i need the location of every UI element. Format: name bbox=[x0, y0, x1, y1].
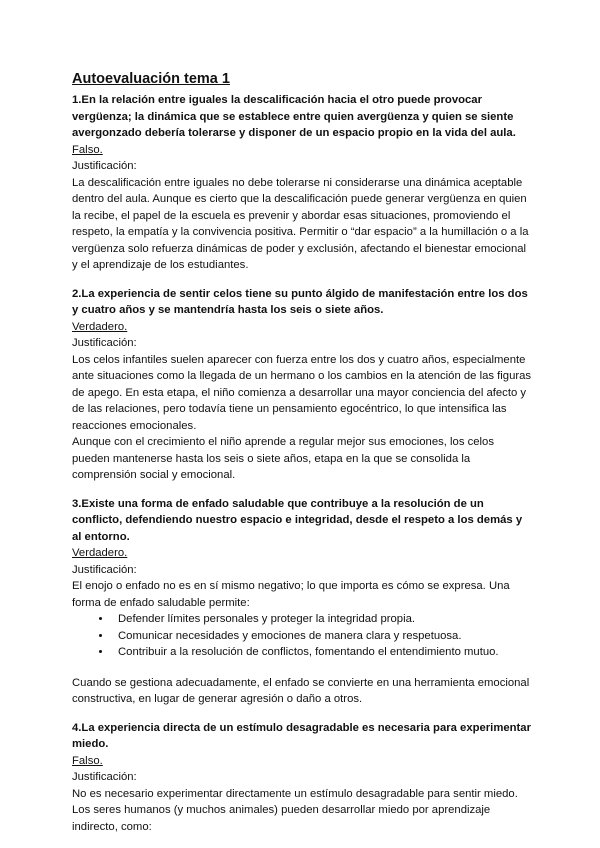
justification-2-paragraph-2: Aunque con el crecimiento el niño aprende a regular mejor sus emociones, los celos pueden mantenerse hasta los seis o siete años, etapa en la que se consolida la comprensión social y emocional. bbox=[72, 436, 494, 481]
question-1-section bbox=[72, 92, 532, 274]
justification-2-paragraph-1: Los celos infantiles suelen aparecer con fuerza entre los dos y cuatro años, especialmente ante situaciones como la llegada de un hermano o los cambios en la atención de las figuras de apego. En esta etapa, el niño comienza a desarrollar una mayor conciencia del afecto y de las relaciones, pero todavía tiene un pensamiento egocéntrico, lo que intensifica las reacciones emocionales. bbox=[72, 353, 532, 432]
answer-1: Falso. bbox=[72, 143, 103, 156]
question-3: 3.Existe una forma de enfado saludable que contribuye a la resolución de un conflicto, defendiendo nuestro espacio e integridad, desde el respeto a los demás y al entorno. bbox=[72, 497, 523, 543]
answer-4: Falso. bbox=[72, 754, 103, 767]
justification-3-closing: Cuando se gestiona adecuadamente, el enfado se convierte en una herramienta emocional constructiva, en lugar de generar agresión o daño a otros. bbox=[72, 676, 530, 705]
justification-label-3: Justificación: bbox=[72, 563, 137, 576]
justification-4-paragraph: No es necesario experimentar directamente un estímulo desagradable para sentir miedo. Los seres humanos (y muchos animales) pueden desarrollar miedo por aprendizaje indirecto, como: bbox=[72, 787, 518, 833]
document-page bbox=[72, 70, 532, 847]
justification-3-intro: El enojo o enfado no es en sí mismo negativo; lo que importa es cómo se expresa. Una forma de enfado saludable permite: bbox=[72, 580, 510, 609]
document-title: Autoevaluación tema 1 bbox=[72, 71, 230, 87]
justification-label-2: Justificación: bbox=[72, 337, 137, 349]
list-item: • Defender límites personales y proteger la integridad propia. bbox=[112, 611, 532, 628]
answer-3: Verdadero. bbox=[72, 547, 128, 559]
question-2-section bbox=[72, 286, 532, 484]
justification-3-bullet-list bbox=[72, 611, 532, 661]
list-item: • Comunicar necesidades y emociones de manera clara y respetuosa. bbox=[112, 628, 532, 645]
justification-label-4: Justificación: bbox=[72, 771, 137, 783]
question-1: 1.En la relación entre iguales la descalificación hacia el otro puede provocar vergüenza; la dinámica que se establece entre quien avergüenza y quien se siente avergonzado debería tolerarse y disponer de un espacio propio en la vida del aula. bbox=[72, 94, 516, 139]
justification-1-paragraph: La descalificación entre iguales no debe tolerarse ni considerarse una dinámica aceptable dentro del aula. Aunque es cierto que la descalificación puede generar vergüenza en quien la recibe, el papel de la escuela es prevenir y abordar esas situaciones, promoviendo el respeto, la empatía y la convivencia positiva. Permitir o “dar espacio” a la humillación o a la vergüenza solo refuerza dinámicas de poder y exclusión, afectando el bienestar emocional y el aprendizaje de los estudiantes. bbox=[72, 176, 529, 271]
justification-label-1: Justificación: bbox=[72, 160, 137, 172]
question-4-section bbox=[72, 720, 532, 836]
question-3-section bbox=[72, 496, 532, 708]
question-4: 4.La experiencia directa de un estímulo desagradable es necesaria para experimentar miedo. bbox=[72, 721, 531, 750]
answer-2: Verdadero. bbox=[72, 320, 128, 333]
question-2: 2.La experiencia de sentir celos tiene su punto álgido de manifestación entre los dos y cuatro años y se mantendría hasta los seis o siete años. bbox=[72, 287, 528, 316]
list-item: • Contribuir a la resolución de conflictos, fomentando el entendimiento mutuo. bbox=[112, 644, 532, 661]
